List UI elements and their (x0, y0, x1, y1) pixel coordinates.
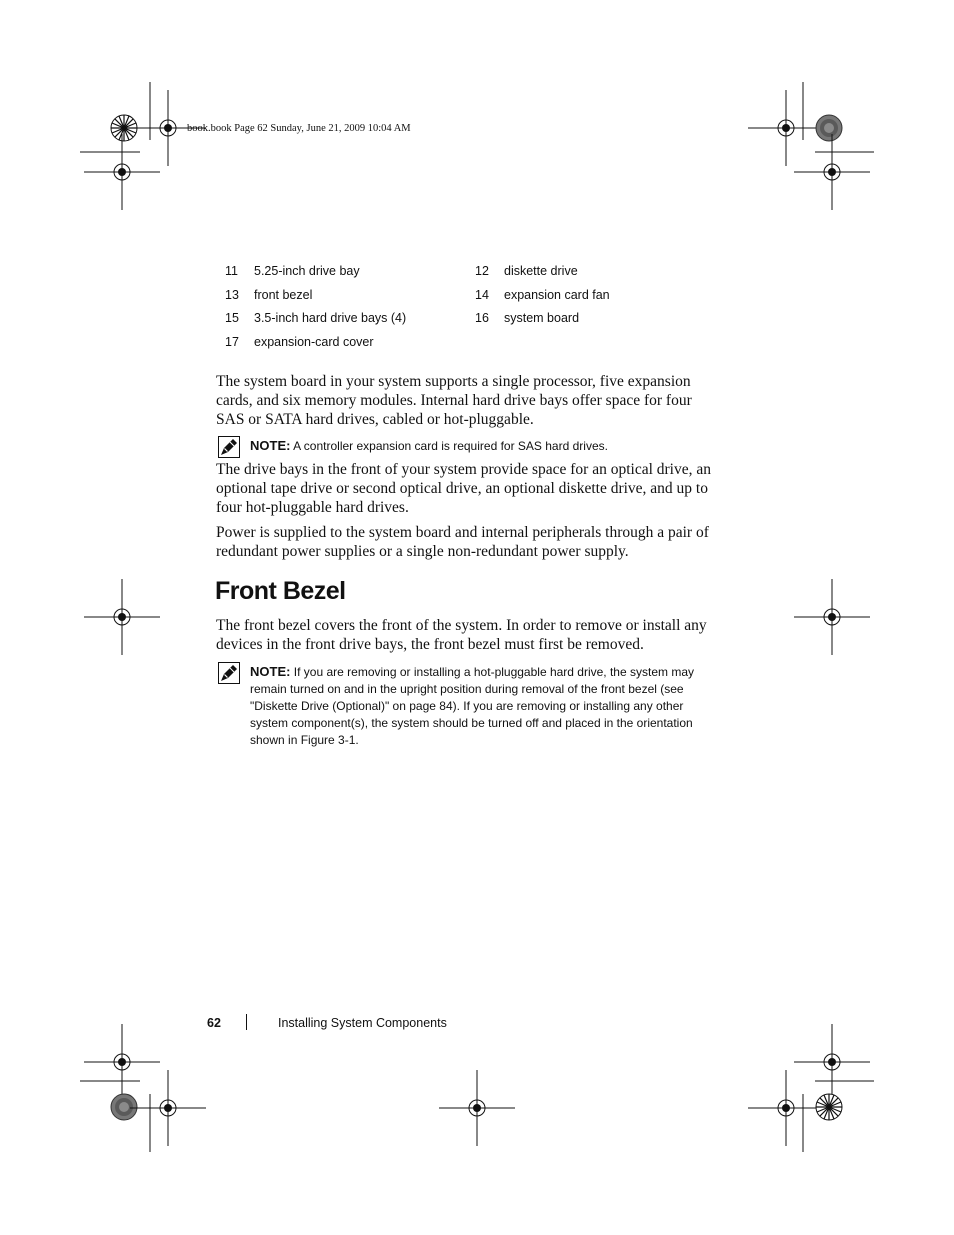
section-heading: Front Bezel (215, 577, 346, 605)
legend-label: expansion-card cover (254, 334, 374, 349)
page-number: 62 (207, 1016, 221, 1030)
note-pencil-icon (218, 436, 240, 458)
note-text: A controller expansion card is required for SAS hard drives. (293, 439, 608, 453)
legend-label: 3.5-inch hard drive bays (4) (254, 311, 407, 325)
figure-legend-table (225, 264, 725, 358)
legend-label: front bezel (254, 287, 313, 302)
legend-row (225, 311, 725, 335)
note-text: If you are removing or installing a hot-pluggable hard drive, the system may remain turned on and in the upright position during removal of the front bezel (see "Diskette Drive (Optional)" on page 84). If you are removing or installing any other system component(s), the system should be turned off and placed in the orientation shown in Figure 3-1. (250, 665, 694, 747)
legend-label: diskette drive (504, 264, 578, 278)
legend-label: 5.25-inch drive bay (254, 264, 360, 278)
note-label: NOTE: (250, 438, 291, 453)
legend-number: 17 (225, 334, 239, 349)
legend-row (225, 264, 725, 288)
paragraph-system-board: The system board in your system supports a single processor, five expansion cards, and six memory modules. Internal hard drive bays offer space for four SAS or SATA hard drives, cabled or hot-pluggable. (216, 373, 692, 428)
legend-number: 11 (225, 264, 238, 278)
legend-number: 12 (475, 264, 489, 278)
note-pencil-icon (218, 662, 240, 684)
footer-divider (246, 1014, 247, 1030)
note-label: NOTE: (250, 664, 291, 679)
paragraph-power: Power is supplied to the system board and internal peripherals through a pair of redundant power supplies or a single non-redundant power supply. (216, 524, 709, 560)
legend-label: system board (504, 311, 580, 325)
legend-number: 13 (225, 287, 239, 302)
legend-label: expansion card fan (504, 287, 610, 302)
paragraph-drive-bays: The drive bays in the front of your system provide space for an optical drive, an optional tape drive or second optical drive, an optional diskette drive, and up to four hot-pluggable hard drives. (216, 461, 711, 516)
legend-number: 16 (475, 311, 489, 325)
paragraph-front-bezel: The front bezel covers the front of the system. In order to remove or install any devices in the front drive bays, the front bezel must first be removed. (216, 617, 707, 653)
legend-row (225, 288, 725, 312)
legend-number: 15 (225, 311, 239, 325)
footer-section-title: Installing System Components (278, 1016, 447, 1030)
legend-number: 14 (475, 287, 489, 302)
legend-row (225, 335, 725, 359)
print-slug-line: book.book Page 62 Sunday, June 21, 2009 10:04 AM (187, 123, 411, 134)
